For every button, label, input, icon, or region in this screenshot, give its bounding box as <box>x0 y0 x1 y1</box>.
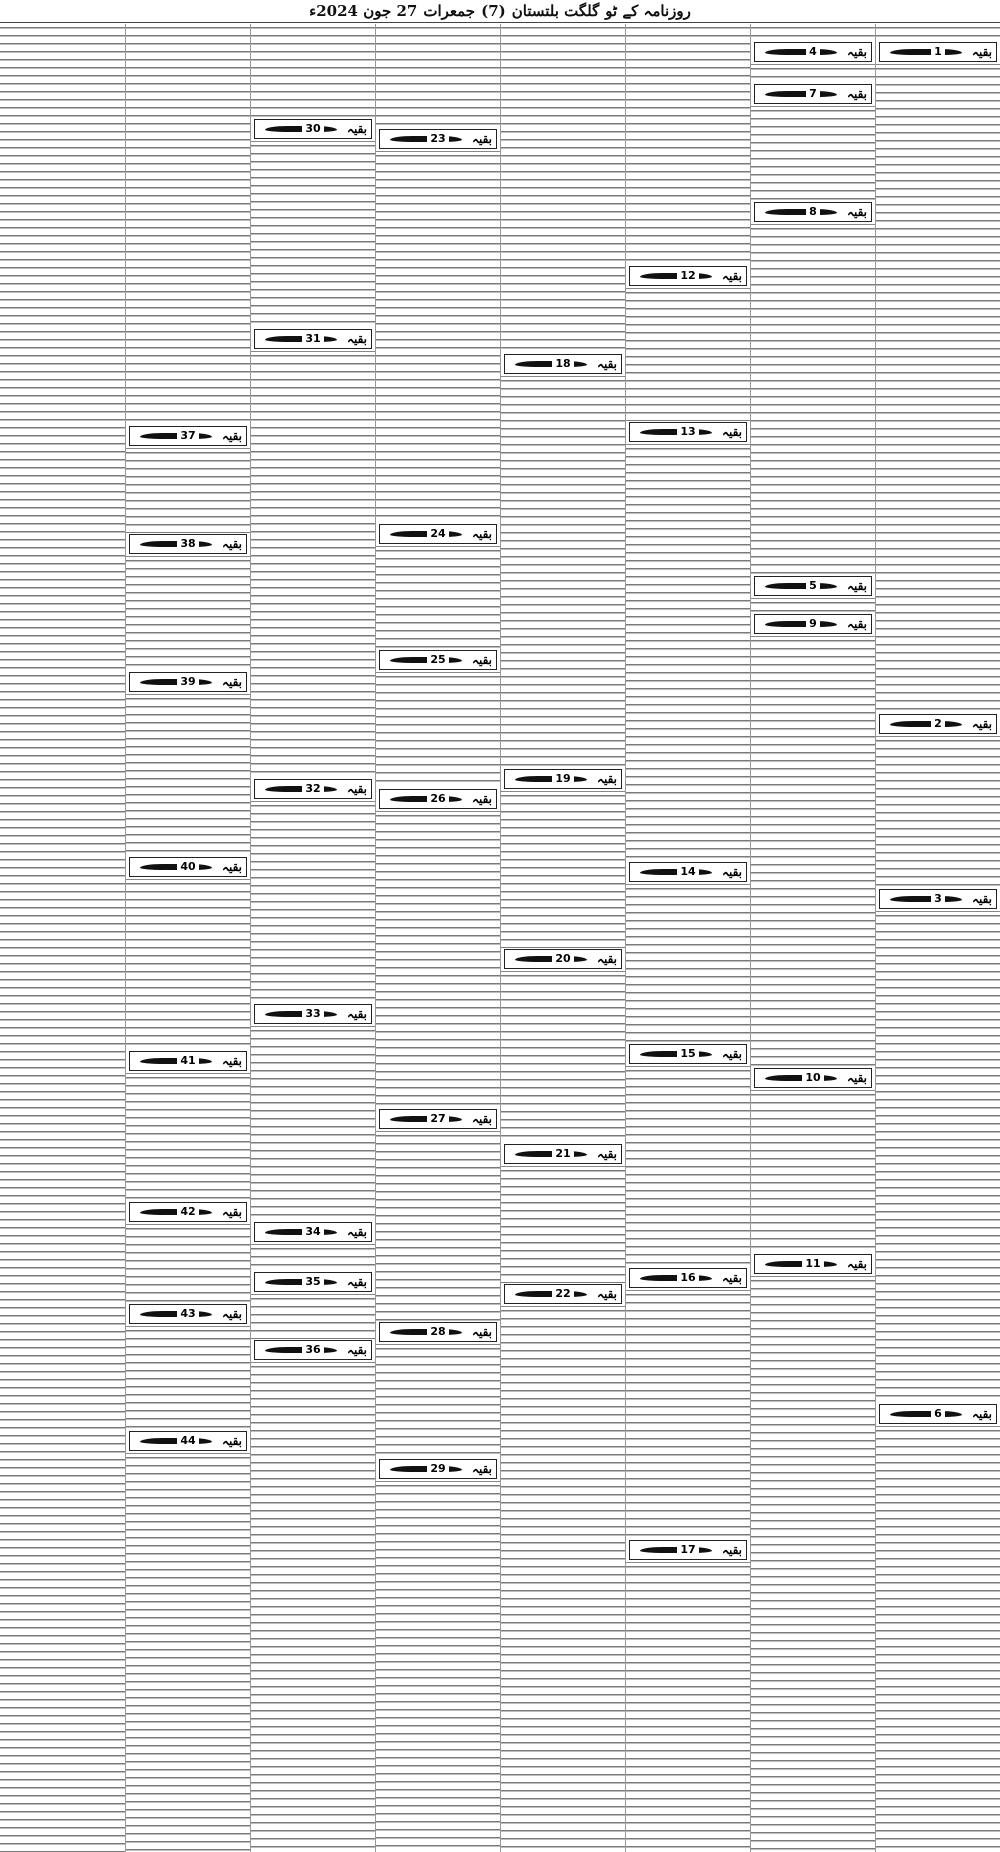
article-text-block <box>876 24 1000 40</box>
banner-label: بقیہ <box>846 1071 867 1085</box>
banner-label: بقیہ <box>346 782 367 796</box>
banner-brush-stroke <box>765 1075 837 1081</box>
article-text-block <box>751 636 875 1067</box>
banner-brush-stroke <box>890 1411 962 1417</box>
banner-label: بقیہ <box>846 579 867 593</box>
banner-brush-stroke <box>140 1058 212 1064</box>
banner-brush-stroke <box>265 1229 337 1235</box>
banner-brush-stroke <box>390 1466 462 1472</box>
banner-label: بقیہ <box>596 772 617 786</box>
banner-number: 3 <box>931 892 945 906</box>
banner-number: 17 <box>677 1543 698 1557</box>
banner-number: 14 <box>677 865 698 879</box>
banner-brush-stroke <box>640 1547 712 1553</box>
article-text-block <box>376 24 500 127</box>
banner-brush-stroke <box>640 1051 712 1057</box>
banner-brush-stroke <box>265 1279 337 1285</box>
column <box>250 24 375 1852</box>
banner-number: 7 <box>806 87 820 101</box>
banner-number: 24 <box>427 527 448 541</box>
continuation-banner <box>754 202 872 222</box>
continuation-banner <box>754 614 872 634</box>
banner-brush-stroke <box>765 209 837 215</box>
banner-label: بقیہ <box>721 1543 742 1557</box>
masthead-city: گلگت بلتستان <box>511 2 600 20</box>
article-text-block <box>626 444 750 861</box>
article-text-block <box>126 556 250 671</box>
article-text-block <box>376 1481 500 1852</box>
banner-label: بقیہ <box>471 1462 492 1476</box>
article-text-block <box>751 64 875 83</box>
banner-label: بقیہ <box>346 1225 367 1239</box>
banner-number: 5 <box>806 579 820 593</box>
continuation-banner <box>254 1004 372 1024</box>
banner-brush-stroke <box>265 786 337 792</box>
figure <box>0 0 1 1</box>
banner-number: 11 <box>802 1257 823 1271</box>
continuation-banner <box>754 42 872 62</box>
banner-number: 13 <box>677 425 698 439</box>
continuation-banner <box>129 857 247 877</box>
continuation-banner <box>129 1431 247 1451</box>
article-text-block <box>751 598 875 613</box>
banner-number: 19 <box>552 772 573 786</box>
article-text-block <box>376 811 500 1108</box>
article-text-block <box>626 1290 750 1539</box>
banner-brush-stroke <box>765 621 837 627</box>
banner-number: 31 <box>302 332 323 346</box>
continuation-banner <box>754 576 872 596</box>
article-text-block <box>251 24 375 117</box>
continuation-banner <box>879 42 997 62</box>
banner-label: بقیہ <box>471 527 492 541</box>
banner-number: 10 <box>802 1071 823 1085</box>
banner-label: بقیہ <box>596 1147 617 1161</box>
article-text-block <box>626 288 750 421</box>
banner-number: 23 <box>427 132 448 146</box>
article-text-block <box>376 1131 500 1321</box>
banner-label: بقیہ <box>721 425 742 439</box>
continuation-banner <box>379 1109 497 1129</box>
banner-label: بقیہ <box>846 1257 867 1271</box>
banner-label: بقیہ <box>221 1205 242 1219</box>
banner-brush-stroke <box>515 361 587 367</box>
continuation-banner <box>254 119 372 139</box>
banner-label: بقیہ <box>971 1407 992 1421</box>
banner-label: بقیہ <box>721 269 742 283</box>
banner-label: بقیہ <box>471 792 492 806</box>
banner-number: 12 <box>677 269 698 283</box>
continuation-banner <box>504 769 622 789</box>
article-text-block <box>126 448 250 533</box>
article-text-block <box>251 1362 375 1852</box>
banner-number: 4 <box>806 45 820 59</box>
banner-label: بقیہ <box>846 617 867 631</box>
banner-number: 37 <box>177 429 198 443</box>
banner-label: بقیہ <box>721 865 742 879</box>
banner-brush-stroke <box>890 49 962 55</box>
banner-number: 16 <box>677 1271 698 1285</box>
article-text-block <box>751 24 875 40</box>
banner-label: بقیہ <box>221 537 242 551</box>
banner-number: 28 <box>427 1325 448 1339</box>
continuation-banner <box>379 1459 497 1479</box>
banner-label: بقیہ <box>346 1343 367 1357</box>
banner-brush-stroke <box>640 429 712 435</box>
continuation-banner <box>129 1051 247 1071</box>
banner-brush-stroke <box>390 136 462 142</box>
banner-brush-stroke <box>140 1438 212 1444</box>
banner-brush-stroke <box>140 864 212 870</box>
article-text-block <box>376 1344 500 1458</box>
article-text-block <box>751 1276 875 1852</box>
continuation-banner <box>629 1044 747 1064</box>
banner-brush-stroke <box>140 541 212 547</box>
banner-number: 34 <box>302 1225 323 1239</box>
banner-number: 18 <box>552 357 573 371</box>
article-text-block <box>626 1066 750 1267</box>
banner-number: 43 <box>177 1307 198 1321</box>
column <box>375 24 500 1852</box>
continuation-banner <box>879 889 997 909</box>
banner-label: بقیہ <box>346 332 367 346</box>
banner-number: 8 <box>806 205 820 219</box>
article-text-block <box>876 736 1000 888</box>
article-text-block <box>251 351 375 778</box>
continuation-banner <box>504 1284 622 1304</box>
banner-number: 35 <box>302 1275 323 1289</box>
banner-brush-stroke <box>140 679 212 685</box>
banner-brush-stroke <box>390 657 462 663</box>
columns-area <box>0 24 1000 1852</box>
continuation-banner <box>879 714 997 734</box>
banner-brush-stroke <box>890 721 962 727</box>
continuation-banner <box>379 650 497 670</box>
banner-brush-stroke <box>640 869 712 875</box>
article-text-block <box>126 1326 250 1430</box>
banner-brush-stroke <box>765 49 837 55</box>
visible-figures <box>0 0 1 1</box>
continuation-banner <box>754 1068 872 1088</box>
column <box>0 24 125 1852</box>
column <box>625 24 750 1852</box>
banner-brush-stroke <box>140 1209 212 1215</box>
banner-number: 27 <box>427 1112 448 1126</box>
continuation-banner <box>129 534 247 554</box>
continuation-banner <box>629 422 747 442</box>
banner-label: بقیہ <box>846 87 867 101</box>
banner-brush-stroke <box>390 1329 462 1335</box>
continuation-banner <box>629 1540 747 1560</box>
continuation-banner <box>129 672 247 692</box>
masthead <box>0 0 1000 23</box>
banner-label: بقیہ <box>596 1287 617 1301</box>
banner-label: بقیہ <box>221 1434 242 1448</box>
article-text-block <box>751 106 875 201</box>
article-text-block <box>126 1453 250 1852</box>
continuation-banner <box>379 789 497 809</box>
article-text-block <box>251 141 375 328</box>
article-text-block <box>876 1426 1000 1852</box>
continuation-banner <box>129 1202 247 1222</box>
banner-label: بقیہ <box>346 122 367 136</box>
banner-brush-stroke <box>640 1275 712 1281</box>
banner-label: بقیہ <box>221 675 242 689</box>
banner-brush-stroke <box>390 1116 462 1122</box>
continuation-banner <box>504 949 622 969</box>
banner-number: 38 <box>177 537 198 551</box>
banner-label: بقیہ <box>971 892 992 906</box>
banner-number: 30 <box>302 122 323 136</box>
banner-brush-stroke <box>515 1291 587 1297</box>
banner-number: 1 <box>931 45 945 59</box>
banner-number: 22 <box>552 1287 573 1301</box>
article-text-block <box>876 64 1000 713</box>
banner-number: 6 <box>931 1407 945 1421</box>
banner-number: 32 <box>302 782 323 796</box>
article-text-block <box>126 24 250 424</box>
banner-label: بقیہ <box>221 1054 242 1068</box>
banner-number: 2 <box>931 717 945 731</box>
banner-brush-stroke <box>265 1011 337 1017</box>
column <box>875 24 1000 1852</box>
article-text-block <box>501 971 625 1143</box>
banner-number: 36 <box>302 1343 323 1357</box>
continuation-banner <box>879 1404 997 1424</box>
article-text-block <box>376 151 500 523</box>
banner-label: بقیہ <box>346 1007 367 1021</box>
continuation-banner <box>504 354 622 374</box>
continuation-banner <box>504 1144 622 1164</box>
article-text-block <box>251 1294 375 1339</box>
banner-label: بقیہ <box>846 45 867 59</box>
banner-brush-stroke <box>265 1347 337 1353</box>
banner-number: 15 <box>677 1047 698 1061</box>
banner-label: بقیہ <box>221 429 242 443</box>
banner-brush-stroke <box>515 776 587 782</box>
article-text-block <box>251 1026 375 1221</box>
article-text-block <box>626 24 750 264</box>
banner-brush-stroke <box>265 336 337 342</box>
article-text-block <box>126 694 250 856</box>
banner-label: بقیہ <box>596 952 617 966</box>
continuation-banner <box>379 129 497 149</box>
article-text-block <box>501 376 625 768</box>
banner-number: 40 <box>177 860 198 874</box>
banner-label: بقیہ <box>721 1271 742 1285</box>
article-text-block <box>751 1090 875 1253</box>
weekday: جمعرات <box>423 2 476 20</box>
article-text-block <box>126 1224 250 1303</box>
banner-brush-stroke <box>140 1311 212 1317</box>
banner-number: 44 <box>177 1434 198 1448</box>
banner-brush-stroke <box>765 583 837 589</box>
banner-number: 39 <box>177 675 198 689</box>
article-text-block <box>376 672 500 788</box>
issue-date: 27 جون 2024ء <box>309 2 418 20</box>
article-text-block <box>376 546 500 649</box>
continuation-banner <box>629 266 747 286</box>
column <box>125 24 250 1852</box>
column <box>750 24 875 1852</box>
banner-number: 33 <box>302 1007 323 1021</box>
banner-brush-stroke <box>640 273 712 279</box>
article-text-block <box>126 879 250 1050</box>
continuation-banner <box>254 329 372 349</box>
banner-brush-stroke <box>765 91 837 97</box>
continuation-banner <box>129 1304 247 1324</box>
continuation-banner <box>254 1340 372 1360</box>
banner-label: بقیہ <box>971 45 992 59</box>
banner-brush-stroke <box>890 896 962 902</box>
column <box>500 24 625 1852</box>
continuation-banner <box>629 1268 747 1288</box>
continuation-banner <box>754 84 872 104</box>
banner-label: بقیہ <box>471 653 492 667</box>
banner-brush-stroke <box>515 956 587 962</box>
article-text-block <box>501 1306 625 1852</box>
banner-brush-stroke <box>765 1261 837 1267</box>
article-text-block <box>251 1244 375 1271</box>
article-text-block <box>501 1166 625 1283</box>
banner-label: بقیہ <box>721 1047 742 1061</box>
continuation-banner <box>379 1322 497 1342</box>
continuation-banner <box>254 1222 372 1242</box>
continuation-banner <box>629 862 747 882</box>
banner-number: 21 <box>552 1147 573 1161</box>
article-text-block <box>876 911 1000 1403</box>
article-text-block <box>0 24 125 1852</box>
continuation-banner <box>754 1254 872 1274</box>
continuation-banner <box>129 426 247 446</box>
article-text-block <box>626 884 750 1043</box>
banner-number: 41 <box>177 1054 198 1068</box>
article-text-block <box>626 1562 750 1852</box>
banner-brush-stroke <box>265 126 337 132</box>
article-text-block <box>251 801 375 1003</box>
banner-brush-stroke <box>140 433 212 439</box>
continuation-banner <box>254 1272 372 1292</box>
article-text-block <box>751 224 875 575</box>
banner-label: بقیہ <box>471 1112 492 1126</box>
banner-label: بقیہ <box>221 1307 242 1321</box>
article-text-block <box>501 791 625 948</box>
banner-number: 29 <box>427 1462 448 1476</box>
banner-number: 9 <box>806 617 820 631</box>
page-number: (7) <box>481 2 506 20</box>
banner-brush-stroke <box>390 796 462 802</box>
banner-brush-stroke <box>515 1151 587 1157</box>
banner-number: 25 <box>427 653 448 667</box>
banner-number: 26 <box>427 792 448 806</box>
continuation-banner <box>379 524 497 544</box>
banner-label: بقیہ <box>221 860 242 874</box>
banner-label: بقیہ <box>471 132 492 146</box>
banner-label: بقیہ <box>471 1325 492 1339</box>
continuation-banner <box>254 779 372 799</box>
banner-label: بقیہ <box>846 205 867 219</box>
banner-label: بقیہ <box>346 1275 367 1289</box>
banner-number: 42 <box>177 1205 198 1219</box>
banner-brush-stroke <box>390 531 462 537</box>
article-text-block <box>501 24 625 352</box>
article-text-block <box>126 1073 250 1201</box>
banner-label: بقیہ <box>596 357 617 371</box>
banner-number: 20 <box>552 952 573 966</box>
publication-name: روزنامہ کے ٹو <box>605 2 691 20</box>
banner-label: بقیہ <box>971 717 992 731</box>
